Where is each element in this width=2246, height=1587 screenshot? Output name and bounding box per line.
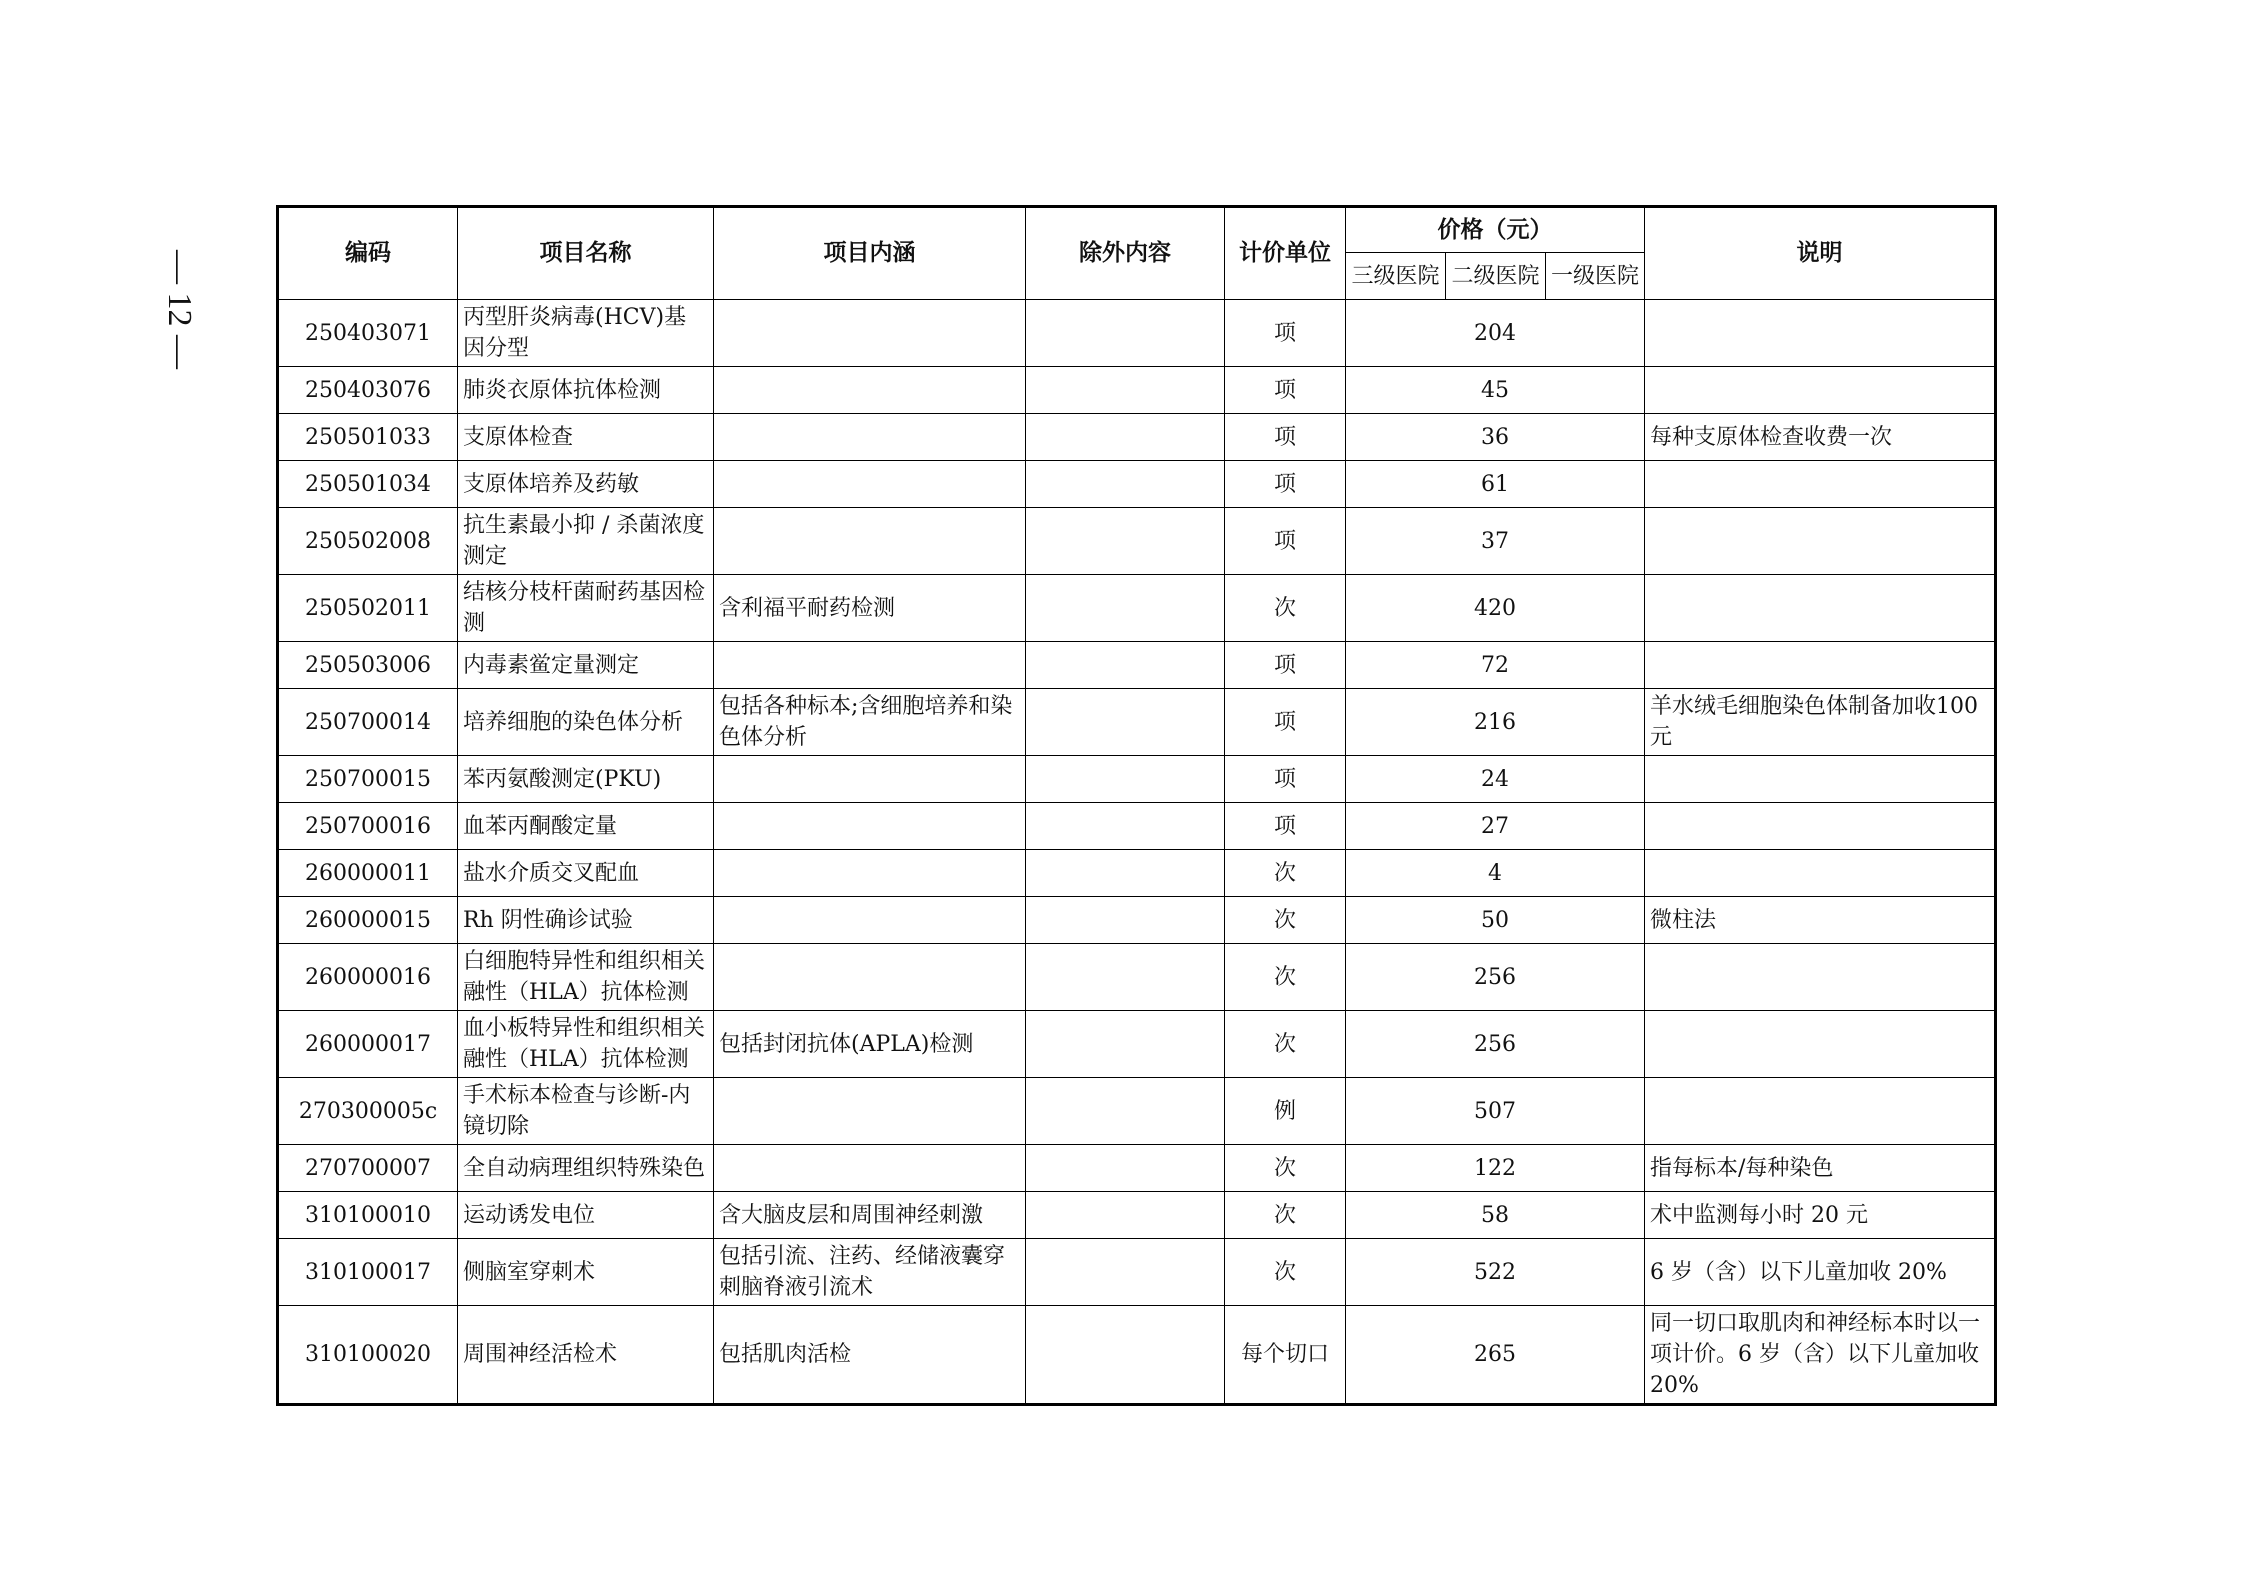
- cell-content: [714, 461, 1026, 508]
- cell-content: [714, 1078, 1026, 1145]
- cell-note: 微柱法: [1645, 897, 1996, 944]
- cell-code: 250700014: [278, 689, 458, 756]
- cell-note: [1645, 1078, 1996, 1145]
- cell-excluded: [1026, 367, 1225, 414]
- cell-price: 522: [1346, 1239, 1645, 1306]
- cell-content: [714, 367, 1026, 414]
- cell-name: Rh 阴性确诊试验: [458, 897, 714, 944]
- cell-note: 羊水绒毛细胞染色体制备加收100元: [1645, 689, 1996, 756]
- cell-unit: 次: [1225, 897, 1346, 944]
- cell-content: [714, 1145, 1026, 1192]
- cell-excluded: [1026, 461, 1225, 508]
- cell-price: 58: [1346, 1192, 1645, 1239]
- cell-unit: 次: [1225, 944, 1346, 1011]
- cell-note: [1645, 461, 1996, 508]
- table-row: [278, 897, 1996, 944]
- header-note: 说明: [1645, 207, 1996, 300]
- header-code: 编码: [278, 207, 458, 300]
- cell-content: [714, 803, 1026, 850]
- cell-note: 指每标本/每种染色: [1645, 1145, 1996, 1192]
- header-unit: 计价单位: [1225, 207, 1346, 300]
- cell-code: 250700016: [278, 803, 458, 850]
- cell-excluded: [1026, 642, 1225, 689]
- cell-unit: 项: [1225, 689, 1346, 756]
- cell-note: [1645, 300, 1996, 367]
- cell-content: [714, 414, 1026, 461]
- cell-unit: 次: [1225, 1145, 1346, 1192]
- table-row: [278, 575, 1996, 642]
- cell-note: [1645, 367, 1996, 414]
- table-row: [278, 1306, 1996, 1405]
- cell-note: [1645, 756, 1996, 803]
- cell-code: 250502008: [278, 508, 458, 575]
- cell-code: 260000017: [278, 1011, 458, 1078]
- cell-unit: 项: [1225, 414, 1346, 461]
- cell-name: 支原体培养及药敏: [458, 461, 714, 508]
- header-level2-hospital: 二级医院: [1446, 253, 1546, 300]
- header-content: 项目内涵: [714, 207, 1026, 300]
- cell-name: 全自动病理组织特殊染色: [458, 1145, 714, 1192]
- cell-name: 培养细胞的染色体分析: [458, 689, 714, 756]
- table-row: [278, 508, 1996, 575]
- cell-content: [714, 642, 1026, 689]
- table-row: [278, 756, 1996, 803]
- table-header: [278, 207, 1996, 300]
- cell-content: [714, 850, 1026, 897]
- cell-name: 侧脑室穿刺术: [458, 1239, 714, 1306]
- table-row: [278, 1239, 1996, 1306]
- cell-code: 270300005c: [278, 1078, 458, 1145]
- cell-price: 420: [1346, 575, 1645, 642]
- cell-code: 250700015: [278, 756, 458, 803]
- cell-price: 122: [1346, 1145, 1645, 1192]
- cell-note: [1645, 575, 1996, 642]
- cell-price: 50: [1346, 897, 1645, 944]
- header-level1-hospital: 一级医院: [1546, 253, 1645, 300]
- header-price: 价格（元）: [1346, 207, 1645, 253]
- cell-note: [1645, 508, 1996, 575]
- cell-name: 内毒素鲎定量测定: [458, 642, 714, 689]
- cell-code: 250502011: [278, 575, 458, 642]
- cell-excluded: [1026, 1192, 1225, 1239]
- cell-content: [714, 756, 1026, 803]
- table-row: [278, 642, 1996, 689]
- cell-code: 250403071: [278, 300, 458, 367]
- header-level3-hospital: 三级医院: [1346, 253, 1446, 300]
- cell-content: [714, 508, 1026, 575]
- cell-price: 256: [1346, 944, 1645, 1011]
- cell-name: 抗生素最小抑 / 杀菌浓度测定: [458, 508, 714, 575]
- cell-price: 45: [1346, 367, 1645, 414]
- table-row: [278, 1192, 1996, 1239]
- cell-price: 216: [1346, 689, 1645, 756]
- cell-unit: 项: [1225, 367, 1346, 414]
- cell-price: 61: [1346, 461, 1645, 508]
- cell-price: 72: [1346, 642, 1645, 689]
- cell-note: [1645, 850, 1996, 897]
- table-row: [278, 1011, 1996, 1078]
- cell-price: 265: [1346, 1306, 1645, 1405]
- header-excluded: 除外内容: [1026, 207, 1225, 300]
- cell-content: 含利福平耐药检测: [714, 575, 1026, 642]
- page-number: — 12 —: [161, 250, 198, 369]
- cell-excluded: [1026, 575, 1225, 642]
- cell-note: 同一切口取肌肉和神经标本时以一项计价。6 岁（含）以下儿童加收 20%: [1645, 1306, 1996, 1405]
- cell-note: 术中监测每小时 20 元: [1645, 1192, 1996, 1239]
- cell-content: 包括封闭抗体(APLA)检测: [714, 1011, 1026, 1078]
- cell-unit: 次: [1225, 850, 1346, 897]
- cell-name: 白细胞特异性和组织相关融性（HLA）抗体检测: [458, 944, 714, 1011]
- cell-price: 204: [1346, 300, 1645, 367]
- cell-code: 310100017: [278, 1239, 458, 1306]
- cell-unit: 项: [1225, 642, 1346, 689]
- header-name: 项目名称: [458, 207, 714, 300]
- cell-name: 支原体检查: [458, 414, 714, 461]
- table-row: [278, 850, 1996, 897]
- cell-unit: 项: [1225, 300, 1346, 367]
- table-row: [278, 803, 1996, 850]
- cell-price: 37: [1346, 508, 1645, 575]
- cell-excluded: [1026, 1239, 1225, 1306]
- cell-content: 包括各种标本;含细胞培养和染色体分析: [714, 689, 1026, 756]
- cell-note: [1645, 1011, 1996, 1078]
- cell-excluded: [1026, 803, 1225, 850]
- cell-excluded: [1026, 689, 1225, 756]
- cell-price: 36: [1346, 414, 1645, 461]
- cell-code: 260000015: [278, 897, 458, 944]
- cell-unit: 每个切口: [1225, 1306, 1346, 1405]
- cell-excluded: [1026, 1306, 1225, 1405]
- cell-price: 507: [1346, 1078, 1645, 1145]
- table-row: [278, 1078, 1996, 1145]
- cell-content: [714, 944, 1026, 1011]
- table-row: [278, 300, 1996, 367]
- table-row: [278, 414, 1996, 461]
- cell-note: [1645, 944, 1996, 1011]
- table-body: [278, 300, 1996, 1405]
- medical-service-price-table: [276, 205, 1997, 1406]
- cell-unit: 项: [1225, 461, 1346, 508]
- cell-excluded: [1026, 897, 1225, 944]
- cell-content: [714, 897, 1026, 944]
- table-row: [278, 1145, 1996, 1192]
- cell-unit: 次: [1225, 1192, 1346, 1239]
- cell-name: 手术标本检查与诊断-内镜切除: [458, 1078, 714, 1145]
- cell-name: 周围神经活检术: [458, 1306, 714, 1405]
- cell-excluded: [1026, 850, 1225, 897]
- cell-unit: 次: [1225, 1011, 1346, 1078]
- cell-name: 运动诱发电位: [458, 1192, 714, 1239]
- cell-content: [714, 300, 1026, 367]
- cell-excluded: [1026, 756, 1225, 803]
- cell-excluded: [1026, 1078, 1225, 1145]
- cell-content: 包括肌肉活检: [714, 1306, 1026, 1405]
- cell-content: 包括引流、注药、经储液囊穿刺脑脊液引流术: [714, 1239, 1026, 1306]
- cell-excluded: [1026, 1011, 1225, 1078]
- cell-code: 310100020: [278, 1306, 458, 1405]
- cell-name: 血苯丙酮酸定量: [458, 803, 714, 850]
- cell-excluded: [1026, 1145, 1225, 1192]
- cell-code: 250403076: [278, 367, 458, 414]
- cell-unit: 项: [1225, 803, 1346, 850]
- cell-name: 丙型肝炎病毒(HCV)基因分型: [458, 300, 714, 367]
- cell-name: 肺炎衣原体抗体检测: [458, 367, 714, 414]
- cell-unit: 次: [1225, 1239, 1346, 1306]
- cell-price: 256: [1346, 1011, 1645, 1078]
- cell-note: [1645, 642, 1996, 689]
- cell-code: 250501034: [278, 461, 458, 508]
- cell-name: 血小板特异性和组织相关融性（HLA）抗体检测: [458, 1011, 714, 1078]
- cell-excluded: [1026, 414, 1225, 461]
- cell-unit: 项: [1225, 508, 1346, 575]
- cell-price: 4: [1346, 850, 1645, 897]
- cell-note: [1645, 803, 1996, 850]
- cell-unit: 项: [1225, 756, 1346, 803]
- cell-code: 260000016: [278, 944, 458, 1011]
- cell-unit: 例: [1225, 1078, 1346, 1145]
- cell-code: 310100010: [278, 1192, 458, 1239]
- cell-note: 6 岁（含）以下儿童加收 20%: [1645, 1239, 1996, 1306]
- cell-name: 盐水介质交叉配血: [458, 850, 714, 897]
- cell-price: 27: [1346, 803, 1645, 850]
- cell-code: 270700007: [278, 1145, 458, 1192]
- table-row: [278, 944, 1996, 1011]
- cell-content: 含大脑皮层和周围神经刺激: [714, 1192, 1026, 1239]
- cell-name: 结核分枝杆菌耐药基因检测: [458, 575, 714, 642]
- cell-unit: 次: [1225, 575, 1346, 642]
- cell-code: 250501033: [278, 414, 458, 461]
- table-row: [278, 367, 1996, 414]
- cell-code: 260000011: [278, 850, 458, 897]
- table-row: [278, 461, 1996, 508]
- cell-note: 每种支原体检查收费一次: [1645, 414, 1996, 461]
- cell-price: 24: [1346, 756, 1645, 803]
- cell-excluded: [1026, 944, 1225, 1011]
- cell-excluded: [1026, 508, 1225, 575]
- cell-code: 250503006: [278, 642, 458, 689]
- table-row: [278, 689, 1996, 756]
- cell-excluded: [1026, 300, 1225, 367]
- cell-name: 苯丙氨酸测定(PKU): [458, 756, 714, 803]
